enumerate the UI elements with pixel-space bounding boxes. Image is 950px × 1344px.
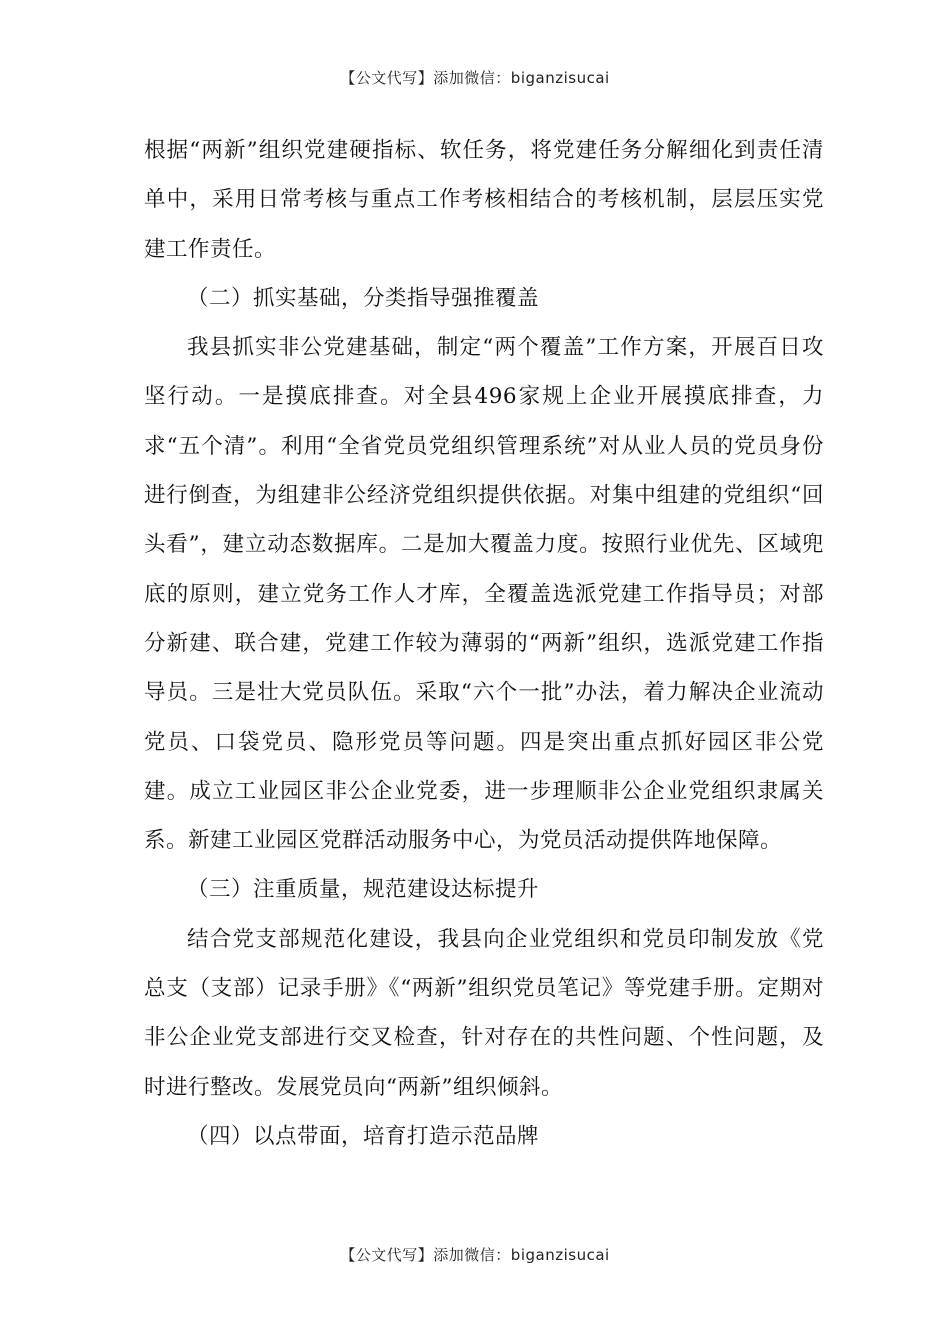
page-header: 【公文代写】添加微信：biganzisucai <box>340 69 610 87</box>
paragraph: 根据“两新”组织党建硬指标、软任务，将党建任务分解细化到责任清单中，采用日常考核与重点工作考核相结合的考核机制，层层压实党建工作责任。 <box>144 138 824 262</box>
section-heading: （三）注重质量，规范建设达标提升 <box>187 877 540 903</box>
section-heading: （四）以点带面，培育打造示范品牌 <box>187 1123 540 1149</box>
paragraph: 结合党支部规范化建设，我县向企业党组织和党员印制发放《党总支（支部）记录手册》《“两新”组织党员笔记》等党建手册。定期对非公企业党支部进行交叉检查，针对存在的共性问题、个性问题，及时进行整改。发展党员向“两新”组织倾斜。 <box>144 926 824 1100</box>
paragraph: 我县抓实非公党建基础，制定“两个覆盖”工作方案，开展百日攻坚行动。一是摸底排查。对全县496家规上企业开展摸底排查，力求“五个清”。利用“全省党员党组织管理系统”对从业人员的党员身份进行倒查，为组建非公经济党组织提供依据。对集中组建的党组织“回头看”，建立动态数据库。二是加大覆盖力度。按照行业优先、区域兜底的原则，建立党务工作人才库，全覆盖选派党建工作指导员；对部分新建、联合建，党建工作较为薄弱的“两新”组织，选派党建工作指导员。三是壮大党员队伍。采取“六个一批”办法，着力解决企业流动党员、口袋党员、隐形党员等问题。四是突出重点抓好园区非公党建。成立工业园区非公企业党委，进一步理顺非公企业党组织隶属关系。新建工业园区党群活动服务中心，为党员活动提供阵地保障。 <box>144 335 824 854</box>
section-heading: （二）抓实基础，分类指导强推覆盖 <box>187 285 540 311</box>
page-footer: 【公文代写】添加微信：biganzisucai <box>340 1246 610 1264</box>
document-body <box>144 126 824 1161</box>
